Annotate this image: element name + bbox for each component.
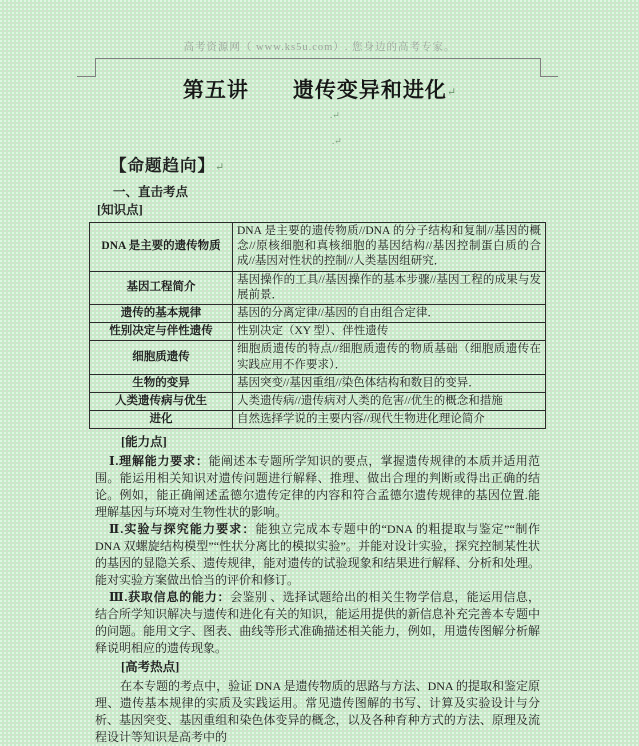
table-cell-topic: 人类遗传病与优生 (90, 393, 233, 411)
knowledge-points-table (89, 222, 546, 429)
table-row (90, 271, 546, 304)
ability-body-3: 会鉴别 、选择试题给出的相关生物学信息，能运用信息，结合所学知识解决与遗传和进化有关的知识，能运用提供的新信息补充完善本专题中的问题。能用文字、图表、曲线等形式准确描述相关能力，例如，用遗传图解分析解释说明相应的遗传现象。 (95, 590, 540, 656)
knowledge-table-body (90, 223, 546, 429)
margin-mark-top-line (95, 58, 540, 59)
table-cell-detail: DNA 是主要的遗传物质//DNA 的分子结构和复制//基因的概念//原核细胞和真核细胞的基因结构//基因控制蛋白质的合成//基因对性状的控制//人类基因组研究． (233, 223, 546, 272)
table-cell-topic: 遗传的基本规律 (90, 305, 233, 323)
ability-lead-1: Ⅰ.理解能力要求： (109, 454, 209, 469)
paragraph-mark-icon: ↵ (446, 86, 457, 99)
table-cell-topic: 细胞质遗传 (90, 341, 233, 374)
ability-body-2: 能独立完成本专题中的“DNA 的粗提取与鉴定”“制作 DNA 双螺旋结构模型”“性状分离比的模拟实验”。并能对设计实验，探究控制某性状的基因的显隐关系、遗传规律，能对遗传的试验现象和结果进行解释、分析和处理。能对实验方案做出恰当的评价和修订。 (95, 522, 540, 588)
empty-paragraph-mark: .↵ (330, 110, 340, 120)
table-row (90, 411, 546, 429)
watermark-text: 高考资源网（ www.ks5u.com）. 您身边的高考专家。 (183, 42, 456, 53)
table-row (90, 393, 546, 411)
table-cell-detail: 性别决定（XY 型）、伴性遗传 (233, 323, 546, 341)
section-heading-text: 【命题趋向】 (110, 156, 215, 175)
ability-paragraph-3 (95, 589, 540, 657)
table-cell-topic: 进化 (90, 411, 233, 429)
table-cell-detail: 基因的分离定律//基因的自由组合定律． (233, 305, 546, 323)
table-row (90, 341, 546, 374)
label-knowledge-points: [知识点] (97, 203, 143, 217)
ability-paragraph-1 (95, 453, 540, 521)
table-cell-detail: 基因突变//基因重组//染色体结构和数目的变异． (233, 374, 546, 392)
table-cell-detail: 基因操作的工具//基因操作的基本步骤//基因工程的成果与发展前景． (233, 271, 546, 304)
ability-body-1: 能阐述本专题所学知识的要点，掌握遗传规律的本质并适用范围。能运用相关知识对遗传问题进行解释、推理、做出合理的判断或得出正确的结论。例如，能正确阐述孟德尔遗传定律的内容和符合孟德尔遗传规律的基因位置.能理解基因与环境对生物性状的影响。 (95, 454, 540, 520)
label-ability-points: [能力点] (121, 435, 167, 450)
ability-lead-2: Ⅱ.实验与探究能力要求： (109, 522, 256, 537)
table-cell-topic: 基因工程简介 (90, 271, 233, 304)
table-cell-detail: 自然选择学说的主要内容//现代生物进化理论简介 (233, 411, 546, 429)
table-cell-topic: DNA 是主要的遗传物质 (90, 223, 233, 272)
table-row (90, 305, 546, 323)
section-heading-proposition-trend (110, 152, 540, 176)
ability-lead-3: Ⅲ.获取信息的能力： (109, 590, 231, 605)
ability-paragraph-2 (95, 521, 540, 589)
table-cell-topic: 生物的变异 (90, 374, 233, 392)
label-exam-hotspots: [高考热点] (121, 660, 180, 675)
page-title-text: 第五讲 遗传变异和进化 (182, 78, 447, 102)
hotspot-paragraph: 在本专题的考点中，验证 DNA 是遗传物质的思路与方法、DNA 的提取和鉴定原理、遗传基本规律的实质及实践运用。常见遗传图解的书写、计算及实验设计与分析、基因突变、基因重组和染色体变异的概念，以及各种育种方式的方法、原理及流程设计等知识是高考中的 (95, 679, 540, 745)
paragraph-mark-icon: ↵ (215, 161, 225, 174)
table-row (90, 323, 546, 341)
table-row (90, 374, 546, 392)
empty-paragraph-mark: .↵ (332, 136, 342, 146)
table-row (90, 223, 546, 272)
table-cell-detail: 细胞质遗传的特点//细胞质遗传的物质基础（细胞质遗传在实践应用不作要求）． (233, 341, 546, 374)
page-title (0, 74, 639, 104)
document-body (95, 152, 540, 746)
table-cell-detail: 人类遗传病//遗传病对人类的危害//优生的概念和措施 (233, 393, 546, 411)
subheading-direct-hit-points: 一、直击考点 (113, 185, 189, 199)
table-cell-topic: 性别决定与伴性遗传 (90, 323, 233, 341)
